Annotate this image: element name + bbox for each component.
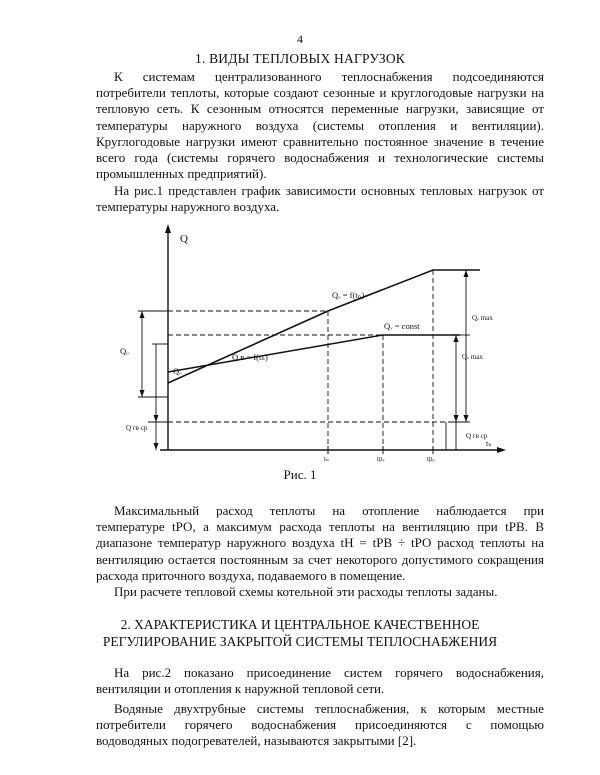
section2-title-line-2: РЕГУЛИРОВАНИЕ ЗАКРЫТОЙ СИСТЕМЫ ТЕПЛОСНАБЖЕНИЯ xyxy=(102,634,498,649)
t-axis-arrow-icon xyxy=(497,447,506,453)
label-qgv-right: Q гв ср xyxy=(466,432,488,440)
text-line: Круглогодовые нагрузки имеют сравнительно постоянное значение в течение xyxy=(96,133,544,149)
label-qv-func: Q в = f(tₙ) xyxy=(232,352,268,362)
section1-paragraph-3 xyxy=(96,503,544,584)
q-axis-arrow-icon xyxy=(165,224,171,233)
text-line: температуре tРО, а максимум расхода теплоты на вентиляцию при tРВ. В xyxy=(96,519,544,535)
text-line: К системам централизованного теплоснабжения подсоединяются xyxy=(114,69,544,84)
text-line: диапазоне температур наружного воздуха tН = tРВ ÷ tРО расход теплоты на xyxy=(96,535,544,551)
text-line: потребители теплоты, которые создают сезонные и круглогодовые нагрузки на xyxy=(96,85,544,101)
tick-label-tn: tₙ xyxy=(324,455,329,462)
section1-paragraph-2 xyxy=(96,183,544,215)
text-line: водоводяных подогревателей, называются закрытыми [2]. xyxy=(96,733,417,749)
q-axis-label: Q xyxy=(180,233,188,245)
text-line: При расчете тепловой схемы котельной эти расходы теплоты заданы. xyxy=(114,584,498,599)
tick-label-trv: tрᵥ xyxy=(377,455,385,462)
tick-label-tro: tрₒ xyxy=(427,455,435,462)
section2-title-line-1: 2. ХАРАКТЕРИСТИКА И ЦЕНТРАЛЬНОЕ КАЧЕСТВЕННОЕ xyxy=(120,617,480,632)
figure-1-caption: Рис. 1 xyxy=(283,467,317,482)
text-line: потребители горячего водоснабжения присоединяются с помощью xyxy=(96,717,544,733)
label-qgv-left: Q гв ср xyxy=(126,424,148,432)
text-line: Водяные двухтрубные системы теплоснабжения, к которым местные xyxy=(114,701,544,716)
text-line: вентиляцию остается постоянным за счет некоторого допустимого сокращения xyxy=(96,551,544,567)
text-line: На рис.2 показано присоединение систем горячего водоснабжения, xyxy=(114,665,544,680)
text-line: Максимальный расход теплоты на отопление наблюдается при xyxy=(114,503,544,518)
t-axis-label: tₙ xyxy=(486,439,492,448)
label-qo-max: Qₒ max xyxy=(472,314,493,322)
label-qv-max: Qᵥ max xyxy=(462,353,483,361)
label-qo-func: Qₒ = f(tₙ) xyxy=(332,290,365,300)
section1-paragraph-4 xyxy=(96,584,544,600)
section2-paragraph-2 xyxy=(96,701,544,750)
text-line: тепловую сеть. К сезонным относятся переменные нагрузки, зависящие от xyxy=(96,101,544,117)
section1-title: 1. ВИДЫ ТЕПЛОВЫХ НАГРУЗОК xyxy=(194,51,406,66)
section2-paragraph-1 xyxy=(96,665,544,697)
text-line: всего года (системы горячего водоснабжения и технологические системы xyxy=(96,150,544,166)
figure-1-heat-load-graph xyxy=(120,222,510,462)
page-number: 4 xyxy=(297,32,303,46)
text-line: температуры наружного воздуха (системы отопления и вентиляции). xyxy=(96,117,544,133)
label-qo-point: Qₒ xyxy=(173,366,182,376)
label-qv-const: Qᵥ = const xyxy=(384,321,420,331)
text-line: промышленных предприятий). xyxy=(96,166,267,182)
ventilation-load-line xyxy=(168,335,460,372)
text-line: вентиляции и отопления к наружной тепловой сети. xyxy=(96,681,385,697)
text-line: На рис.1 представлен график зависимости основных тепловых нагрузок от xyxy=(114,183,544,198)
text-line: расхода приточного воздуха, подаваемого в помещение. xyxy=(96,567,406,583)
label-qo-left: Qₒ xyxy=(120,346,129,356)
section1-paragraph-1 xyxy=(96,69,544,182)
text-line: температуры наружного воздуха. xyxy=(96,199,280,215)
